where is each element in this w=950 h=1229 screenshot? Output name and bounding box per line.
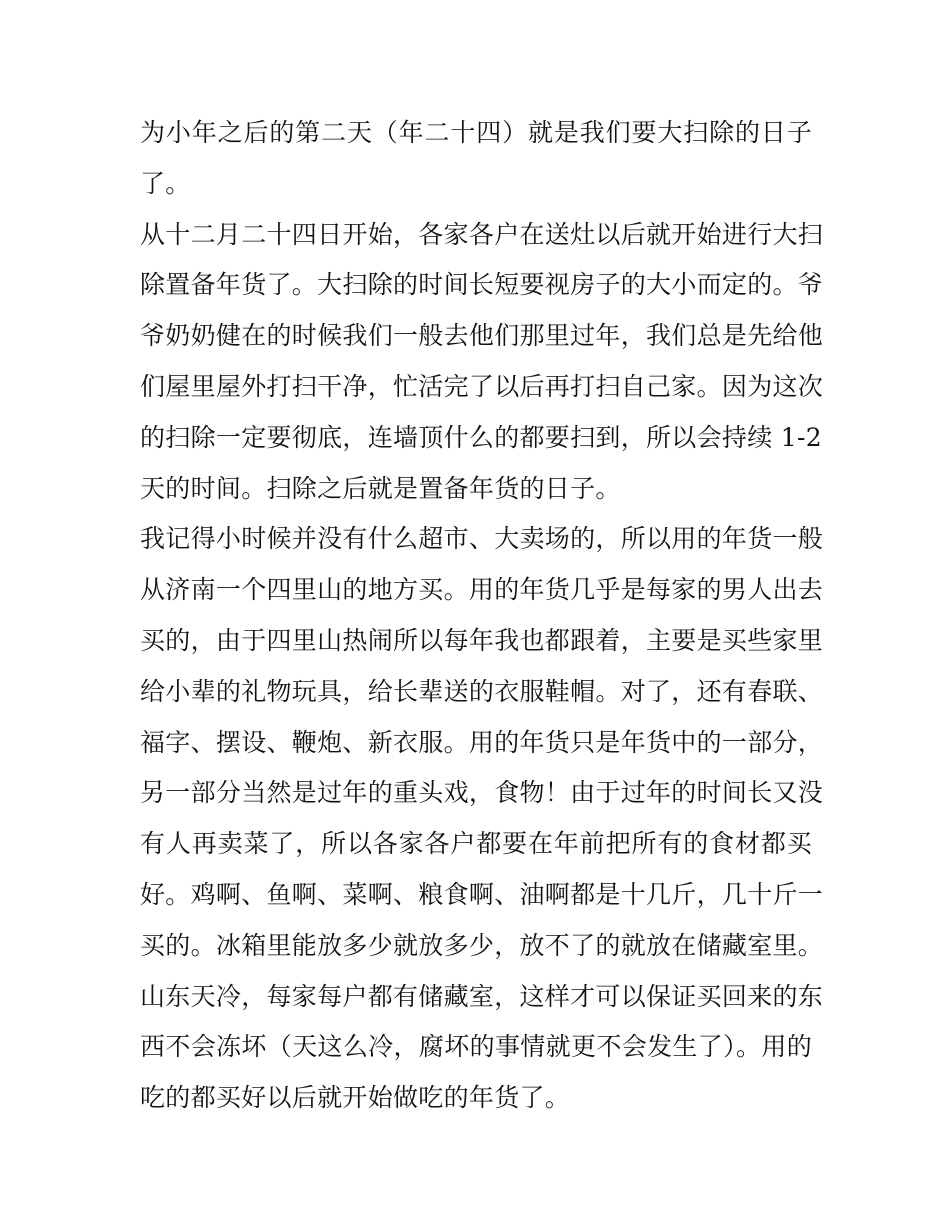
- text-line: 除置备年货了。大扫除的时间长短要视房子的大小而定的。爷: [140, 270, 824, 300]
- text-line: 从济南一个四里山的地方买。用的年货几乎是每家的男人出去: [140, 575, 824, 605]
- text-line: 天的时间。扫除之后就是置备年货的日子。: [140, 473, 621, 503]
- text-line: 们屋里屋外打扫干净，忙活完了以后再打扫自己家。因为这次: [140, 371, 824, 401]
- text-line: 山东天冷，每家每户都有储藏室，这样才可以保证买回来的东: [140, 981, 824, 1011]
- text-line: 买的。冰箱里能放多少就放多少，放不了的就放在储藏室里。: [140, 930, 824, 960]
- text-line: 我记得小时候并没有什么超市、大卖场的，所以用的年货一般: [140, 524, 824, 554]
- text-line: 了。: [140, 168, 191, 198]
- text-line: 给小辈的礼物玩具，给长辈送的衣服鞋帽。对了，还有春联、: [140, 676, 824, 706]
- text-line: 另一部分当然是过年的重头戏，食物！由于过年的时间长又没: [140, 778, 824, 808]
- text-line: 有人再卖菜了，所以各家各户都要在年前把所有的食材都买: [140, 829, 812, 859]
- text-line: 为小年之后的第二天（年二十四）就是我们要大扫除的日子: [140, 118, 812, 147]
- text-line: 从十二月二十四日开始，各家各户在送灶以后就开始进行大扫: [140, 219, 824, 249]
- text-line: 爷奶奶健在的时候我们一般去他们那里过年，我们总是先给他: [140, 321, 824, 351]
- text-line: 好。鸡啊、鱼啊、菜啊、粮食啊、油啊都是十几斤，几十斤一: [140, 879, 824, 909]
- text-line: 的扫除一定要彻底，连墙顶什么的都要扫到，所以会持续 1-2: [140, 422, 822, 452]
- text-line: 福字、摆设、鞭炮、新衣服。用的年货只是年货中的一部分，: [140, 727, 824, 757]
- text-line: 西不会冻坏（天这么冷，腐坏的事情就更不会发生了）。用的: [140, 1032, 812, 1062]
- document-body: [140, 108, 824, 1124]
- text-line: 买的，由于四里山热闹所以每年我也都跟着，主要是买些家里: [140, 625, 824, 655]
- text-line: 吃的都买好以后就开始做吃的年货了。: [140, 1083, 571, 1113]
